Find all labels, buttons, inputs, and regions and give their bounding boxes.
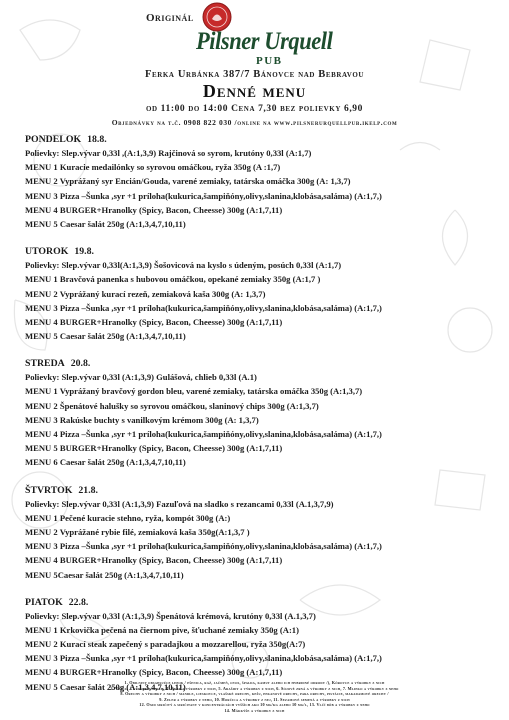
weekly-menu xyxy=(25,133,500,708)
menu-item: MENU 1 Pečené kuracie stehno, ryža, kompót 300g (A:) xyxy=(25,512,231,523)
menu-item: MENU 3 Rakúske buchty s vanilkovým krémom 300g (A: 1,3,7) xyxy=(25,414,259,425)
day-heading xyxy=(25,245,500,258)
soup-line: Polievky: Slep.vývar 0,33l(A:1,3,9) Šošovicová na kyslo s údeným, posúch 0,33l (A:1,7) xyxy=(25,260,342,271)
orders-online-link[interactable]: /online na www.pilsnerurquellpub.ikelp.com xyxy=(234,118,398,127)
day-date: 21.8. xyxy=(78,484,98,496)
soup-line: Polievky: Slep.vývar 0,33l (A:1,3,9) Gulášová, chlieb 0,33l (A.1) xyxy=(25,372,257,383)
menu-item: MENU 5 Caesar šalát 250g (A:1,3,4,7,10,11) xyxy=(25,218,186,229)
menu-item: MENU 5 Caesar šalát 250g (A:1,3,4,7,10,11) xyxy=(25,681,186,692)
menu-item: MENU 5 Caesar šalát 250g (A:1,3,4,7,10,11) xyxy=(25,331,186,342)
day-date: 20.8. xyxy=(70,358,91,370)
day-name: PONDELOK xyxy=(25,134,82,145)
menu-header xyxy=(0,0,509,127)
soup-line: Polievky: Slep.vývar 0,33l (A:1,3,9) Fazuľová na sladko s rezancami 0,33l (A.1,3,7,9) xyxy=(25,498,334,509)
menu-item: MENU 2 Kurací steak zapečený s paradajkou a mozzarellou, ryža 350g(A:7) xyxy=(25,639,306,650)
pilsner-urquell-logo xyxy=(0,0,509,72)
day-name: PIATOK xyxy=(25,596,63,608)
orders-phone: Objednávky na t.č. 0908 822 030 xyxy=(111,118,233,127)
menu-item: MENU 1 Kuracie medailónky so syrovou omáčkou, ryža 350g (A :1,7) xyxy=(25,162,281,173)
menu-item: MENU 3 Pizza –Šunka ,syr +1 príloha(kukurica,šampiňóny,olivy,slanina,klobása,saláma) (A:1,7,) xyxy=(25,302,382,313)
allergen-line: 8. Orechy a výrobky z nich / mandle, lieskovce, vlašské orechy, kešu, pekanové orechy, para orechy, pistácie, makadamové orechy / xyxy=(120,691,389,697)
day-heading xyxy=(25,484,500,497)
menu-item: MENU 4 Pizza –Šunka ,syr +1 príloha(kukurica,šampiňóny,olivy,slanina,klobása,saláma) (A:1,7,) xyxy=(25,429,382,439)
day-thursday xyxy=(25,484,500,582)
day-heading xyxy=(25,596,500,609)
day-name: ŠTVRTOK xyxy=(25,484,73,496)
menu-item: MENU 1 Bravčová panenka s hubovou omáčkou, opekané zemiaky 350g (A:1,7 ) xyxy=(25,274,321,285)
menu-item: MENU 2 Špenátové halušky so syrovou omáčkou, slaninový chips 300g (A:1,3,7) xyxy=(25,400,319,411)
menu-item: MENU 3 Pizza –Šunka ,syr +1 príloha(kukurica,šampiňóny,olivy,slanina,klobása,saláma) (A:1,7,) xyxy=(25,190,382,201)
day-name: STREDA xyxy=(25,358,65,370)
logo-pub-text: PUB xyxy=(256,55,283,67)
menu-item: MENU 5Caesar šalát 250g (A:1,3,4,7,10,11) xyxy=(25,569,184,580)
day-tuesday xyxy=(25,245,500,343)
allergen-line: 14. Mäkkýše a výrobky z nich xyxy=(224,707,285,713)
menu-item: MENU 1 Krkovička pečená na čiernom pive, šťuchané zemiaky 350g (A:1) xyxy=(25,624,299,635)
menu-item: MENU 1 Vyprážaný bravčový gordon bleu, varené zemiaky, tatárska omáčka 350g (A:1,3,7) xyxy=(25,386,363,397)
menu-item: MENU 3 Pizza –Šunka ,syr +1 príloha(kukurica,šampiňóny,olivy,slanina,klobása,saláma) (A:1,7,) xyxy=(25,653,382,664)
allergen-line: 9. Zeler a výrobky z neho, 10. Horčica a výrobky z nej, 11. Sezamové semená a výrobky z nich xyxy=(159,696,350,702)
menu-item: MENU 2 Vyprážaný kurací rezeň, zemiaková kaša 300g (A: 1,3,7) xyxy=(25,288,266,299)
day-heading xyxy=(25,133,500,146)
menu-item: MENU 4 BURGER+Hranolky (Spicy, Bacon, Cheesse) 300g (A:1,7,11) xyxy=(25,204,283,215)
restaurant-address: Ferka Urbánka 387/7 Bánovce nad Bebravou xyxy=(144,69,365,80)
day-heading xyxy=(25,357,500,370)
menu-item: MENU 6 Caesar šalát 250g (A:1,3,4,7,10,11) xyxy=(25,457,186,468)
menu-item: MENU 2 Vyprážané rybie filé, zemiaková kaša 350g(A:1,3,7 ) xyxy=(25,526,250,537)
day-date: 22.8. xyxy=(68,596,89,608)
allergen-line: 1. Obilniny obsahujúce lepok / pšenica, raž, jačmeň, ovos, špalda, kamut alebo ich hybridné odrody /), Kôrovce a výrobky z nich xyxy=(124,680,385,685)
soup-line: Polievky: Slep.vývar 0,33l (A:1,3,9) Špenátová krémová, krutóny 0,33l (A.1,3,7) xyxy=(25,610,316,621)
menu-item: MENU 4 BURGER+Hranolky (Spicy, Bacon, Cheesse) 300g (A:1,7,11) xyxy=(25,667,283,678)
allergen-line: 3. Vajcia a výrobky z nich, 4. Ryby a výrobky z nich, 5. Arašidy a výrobky z nich, 6. Sójové zrná a výrobky z nich, 7. Mlieko a výrobky z neho xyxy=(110,685,399,691)
orders-info xyxy=(0,118,509,127)
hours-and-price: od 11:00 do 14:00 Cena 7,30 bez polievky 6,90 xyxy=(145,104,364,114)
day-date: 19.8. xyxy=(74,246,94,258)
day-date: 18.8. xyxy=(87,134,107,145)
menu-item: MENU 2 Vyprážaný syr Encián/Gouda, varené zemiaky, tatárska omáčka 300g (A: 1,3,7) xyxy=(25,176,351,187)
logo-original-text: Originál xyxy=(146,12,194,24)
day-monday xyxy=(25,133,500,231)
day-name: UTOROK xyxy=(25,246,69,258)
menu-item: MENU 3 Pizza –Šunka ,syr +1 príloha(kukurica,šampiňóny,olivy,slanina,klobása,saláma) (A:1,7,) xyxy=(25,541,382,552)
logo-brand-text: Pilsner Urquell xyxy=(196,28,333,55)
allergen-line: 12. Oxid siričitý a siričitany v koncentráciách vyšších ako 10 mg/kg alebo 10 mg/l, 13. Vlčí bôb a výrobky z neho xyxy=(139,702,370,708)
menu-item: MENU 5 BURGER+Hranolky (Spicy, Bacon, Cheesse) 300g (A:1,7,11) xyxy=(25,443,283,454)
allergen-legend xyxy=(14,680,495,714)
soup-line: Polievky: Slep.vývar 0,33l ,(A:1,3,9) Rajčinová so syrom, krutóny 0,33l (A:1,7) xyxy=(25,148,312,158)
menu-item: MENU 4 BURGER+Hranolky (Spicy, Bacon, Cheesse) 300g (A:1,7,11) xyxy=(25,316,283,327)
day-wednesday xyxy=(25,357,500,469)
menu-item: MENU 4 BURGER+Hranolky (Spicy, Bacon, Cheesse) 300g (A:1,7,11) xyxy=(25,555,283,566)
page-title: Denné menu xyxy=(202,81,307,101)
